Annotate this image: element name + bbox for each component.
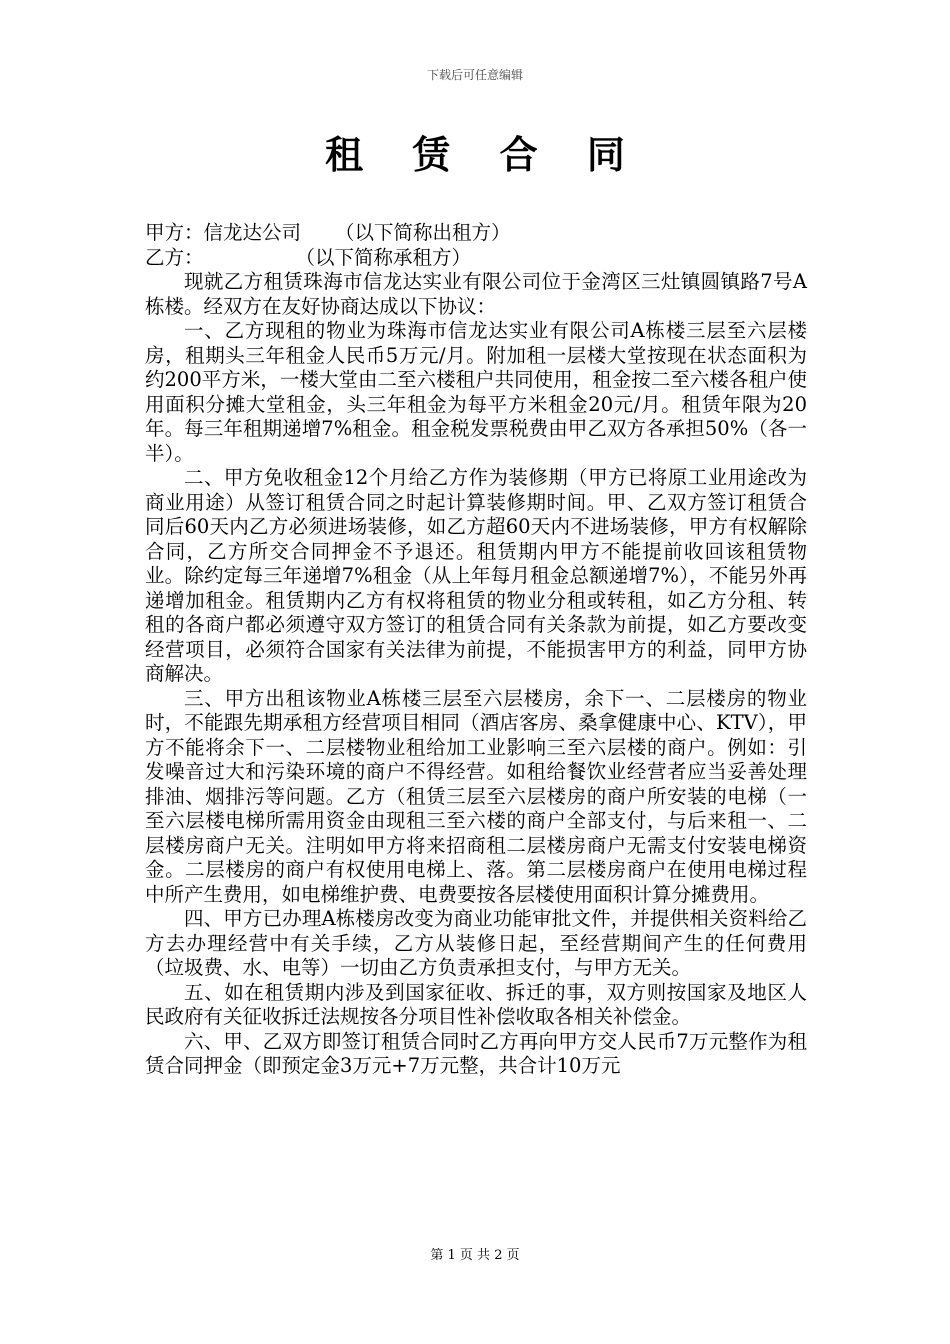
- paragraph-intro: 现就乙方租赁珠海市信龙达实业有限公司位于金湾区三灶镇圆镇路7号A栋楼。经双方在友好协商达成以下协议：: [145, 270, 807, 318]
- party-a-label: 甲方：: [145, 221, 204, 244]
- paragraph-clause-4: 四、甲方已办理A栋楼房改变为商业功能审批文件，并提供相关资料给乙方去办理经营中有关手续，乙方从装修日起，至经营期间产生的任何费用（垃圾费、水、电等）一切由乙方负责承担支付，与甲方无关。: [145, 907, 807, 979]
- party-a-line: [145, 221, 807, 246]
- party-a-note: （以下简称出租方）: [335, 221, 511, 244]
- page-number-footer: 第 1 页 共 2 页: [430, 1248, 520, 1263]
- paragraph-clause-1: 一、乙方现租的物业为珠海市信龙达实业有限公司A栋楼三层至六层楼房，租期头三年租金人民币5万元/月。附加租一层楼大堂按现在状态面积为约200平方米，一楼大堂由二至六楼租户共同使用，租金按二至六楼各租户使用面积分摊大堂租金，头三年租金为每平方米租金20元/月。租赁年限为20年。每三年租期递增7%租金。租金税发票税费由甲乙双方各承担50%（各一半）。: [145, 319, 807, 465]
- document-body: [145, 221, 807, 1079]
- paragraph-clause-2: 二、甲方免收租金12个月给乙方作为装修期（甲方已将原工业用途改为商业用途）从签订租赁合同之时起计算装修期时间。甲、乙双方签订租赁合同后60天内乙方必须进场装修，如乙方超60天内不进场装修，甲方有权解除合同，乙方所交合同押金不予退还。租赁期内甲方不能提前收回该租赁物业。除约定每三年递增7%租金（从上年每月租金总额递增7%），不能另外再递增加租金。租赁期内乙方有权将租赁的物业分租或转租，如乙方分租、转租的各商户都必须遵守双方签订的租赁合同有关条款为前提，如乙方要改变经营项目，必须符合国家有关法律为前提，不能损害甲方的利益，同甲方协商解决。: [145, 466, 807, 685]
- paragraph-clause-3: 三、甲方出租该物业A栋楼三层至六层楼房，余下一、二层楼房的物业时，不能跟先期承租方经营项目相同（酒店客房、桑拿健康中心、KTV），甲方不能将余下一、二层楼物业租给加工业影响三至六层楼的商户。例如：引发噪音过大和污染环境的商户不得经营。如租给餐饮业经营者应当妥善处理排油、烟排污等问题。乙方（租赁三层至六层楼房的商户所安装的电梯（一至六层楼电梯所需用资金由现租三至六楼的商户全部支付，与后来租一、二层楼房商户无关。注明如甲方将来招商租二层楼房商户无需支付安装电梯资金。二层楼房的商户有权使用电梯上、落。第二层楼房商户在使用电梯过程中所产生费用，如电梯维护费、电费要按各层楼使用面积计算分摊费用。: [145, 686, 807, 906]
- document-title: 租 赁 合 同: [325, 132, 643, 177]
- party-a-name: 信龙达公司: [203, 221, 302, 244]
- header-note: 下载后可任意编辑: [426, 68, 523, 82]
- party-b-line: [145, 246, 807, 271]
- paragraph-clause-6: 六、甲、乙双方即签订租赁合同时乙方再向甲方交人民币7万元整作为租赁合同押金（即预定金3万元+7万元整，共合计10万元: [145, 1029, 807, 1077]
- party-b-label: 乙方：: [145, 245, 204, 269]
- party-b-note: （以下简称承租方）: [295, 245, 472, 269]
- paragraph-clause-5: 五、如在租赁期内涉及到国家征收、拆迁的事，双方则按国家及地区人民政府有关征收拆迁法规按各分项目性补偿收取各相关补偿金。: [145, 980, 807, 1028]
